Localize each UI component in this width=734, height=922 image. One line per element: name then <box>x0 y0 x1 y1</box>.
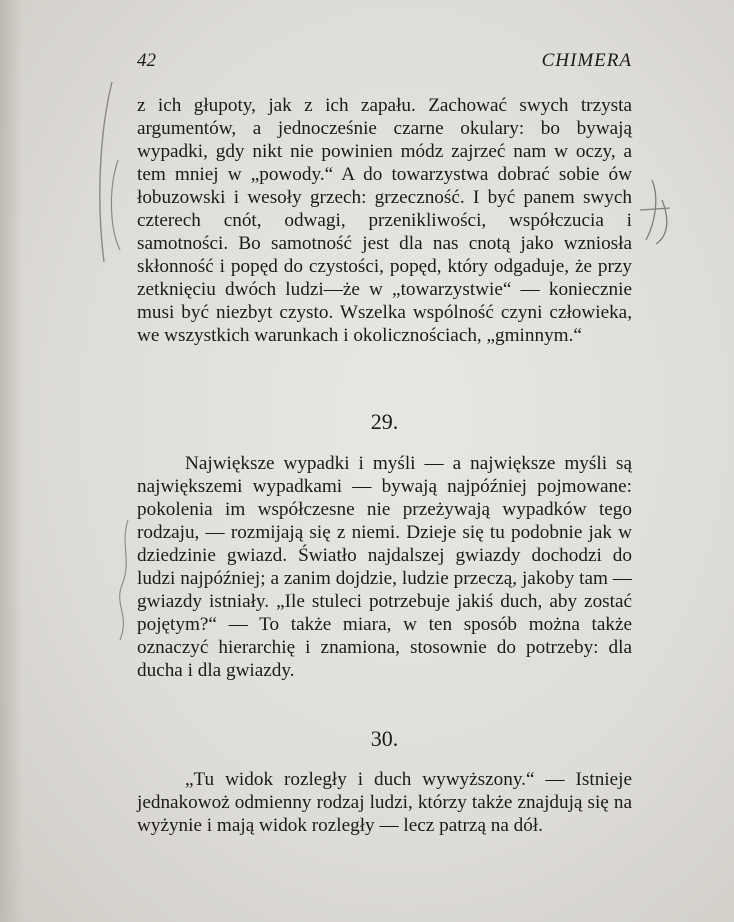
pencil-squiggle-left <box>120 520 128 640</box>
section-number-29: 29. <box>370 409 399 434</box>
section-29-text <box>137 452 632 682</box>
section-number-30: 30. <box>370 726 399 751</box>
paragraph: „Tu widok rozległy i duch wywyższony.“ — Istnieje jednakowoż odmienny rodzaj ludzi, którzy także znajdują się na wyżynie i mają widok rozległy — lecz patrzą na dół. <box>137 769 632 836</box>
section-30-text <box>137 768 632 837</box>
paragraph: Największe wypadki i myśli — a największe myśli są największemi wypadkami — bywają najpóźniej pojmowane: pokolenia im współczesne nie przeżywają wypadków tego rodzaju, — rozmijają się z niemi. Dzieje się tu podobnie jak w dziedzinie gwiazd. Światło najdalszej gwiazdy dochodzi do ludzi najpóźniej; a zanim dojdzie, ludzie przeczą, jakoby tam — gwiazdy istniały. „Ile stuleci potrzebuje jakiś duch, aby zostać pojętym?“ — To także miara, w ten sposób można także oznaczyć hierarchię i znamiona, stosownie do potrzeby: dla ducha i dla gwiazdy. <box>137 453 632 681</box>
binding-shadow <box>0 0 22 922</box>
paragraph: z ich głupoty, jak z ich zapału. Zachować swych trzysta argumentów, a jednocześnie czarne okulary: bo bywają wypadki, gdy nikt nie powinien módz zajrzeć nam w oczy, a tem mniej w „powody.“ A do towarzystwa dobrać sobie ów łobuzowski i wesoły grzech: grzeczność. I być panem swych czterech cnót, odwagi, przenikliwości, współczucia i samotności. Bo samotność jest dla nas cnotą jako wzniosła skłonność i popęd do czystości, popęd, który odgaduje, że przy zetknięciu dwóch ludzi—że w „towarzystwie“ — koniecznie musi być niezbyt czysto. Wszelka wspólność czyni człowieka, we wszystkich warunkach i okolicznościach, „gminnym.“ <box>137 95 632 346</box>
running-title: CHIMERA <box>541 50 632 71</box>
pencil-bracket-left-2 <box>111 160 120 250</box>
page-header <box>137 50 632 76</box>
continued-text-block <box>137 94 632 347</box>
page-number: 42 <box>137 50 156 71</box>
pencil-mark-right <box>640 180 670 244</box>
pencil-bracket-left <box>100 82 112 262</box>
